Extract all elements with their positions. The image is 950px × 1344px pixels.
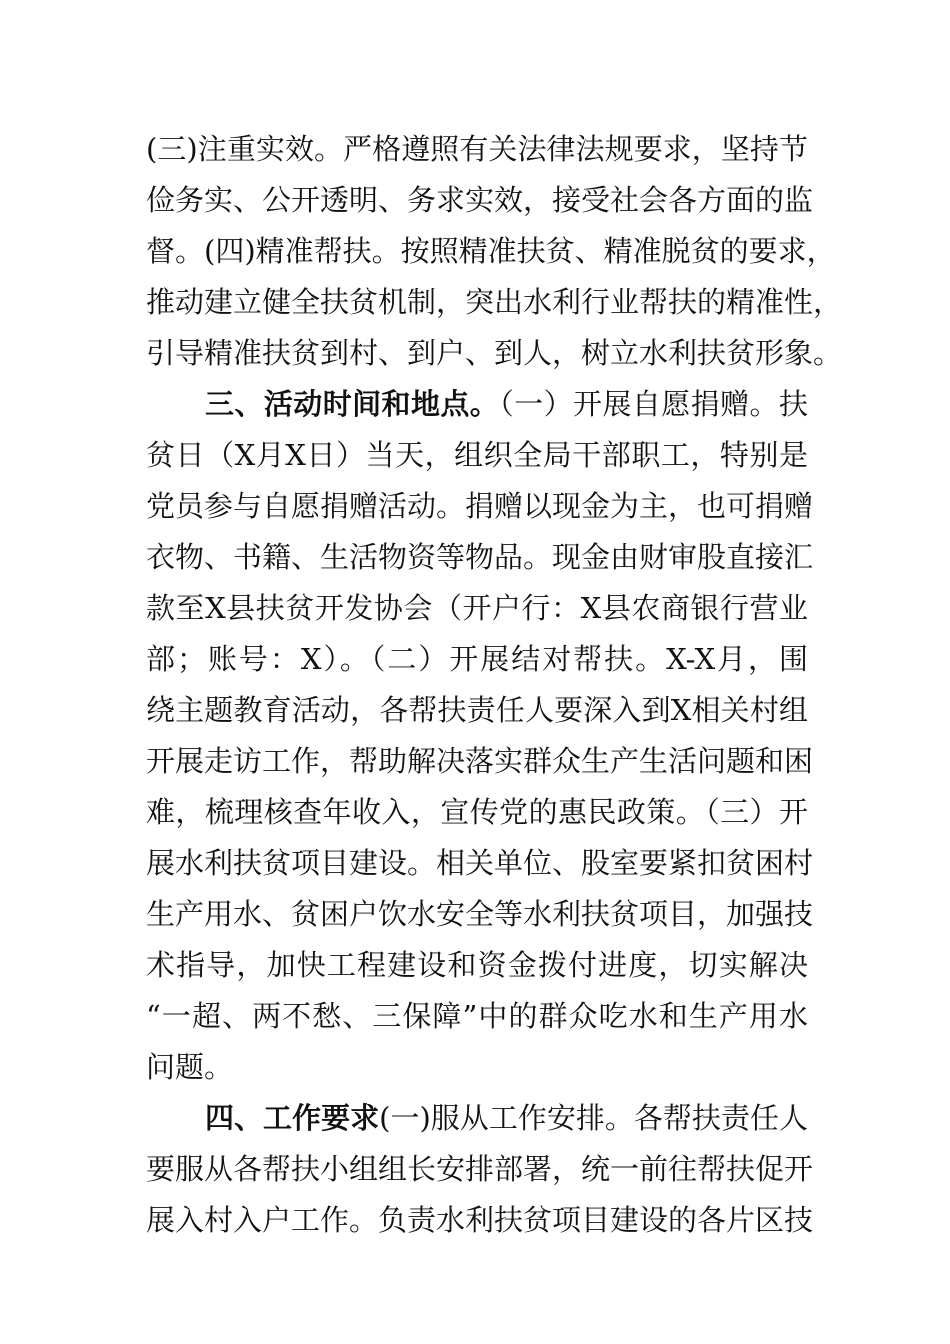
paragraph-line: (三)注重实效。严格遵照有关法律法规要求，坚持节: [146, 132, 808, 166]
paragraph-line: 衣物、书籍、生活物资等物品。现金由财审股直接汇: [146, 540, 814, 574]
paragraph-line: 展水利扶贫项目建设。相关单位、股室要紧扣贫困村: [146, 846, 814, 880]
section-4-first-line: [205, 1100, 808, 1136]
paragraph-line: 展入村入户工作。负责水利扶贫项目建设的各片区技: [146, 1203, 814, 1237]
section-3-first-line-text: （一）开展自愿捐赠。扶: [499, 387, 808, 421]
paragraph-line: 问题。: [146, 1050, 234, 1084]
section-4-first-line-text: (一)服从工作安排。各帮扶责任人: [379, 1101, 808, 1135]
paragraph-line: 部；账号：X）。（二）开展结对帮扶。X-X月，围: [146, 642, 808, 676]
paragraph-line: “一超、两不愁、三保障”中的群众吃水和生产用水: [146, 999, 808, 1033]
section-3-first-line: [205, 386, 808, 422]
paragraph-line: 党员参与自愿捐赠活动。捐赠以现金为主，也可捐赠: [146, 489, 814, 523]
paragraph-line: 贫日（X月X日）当天，组织全局干部职工，特别是: [146, 438, 808, 472]
paragraph-line: 俭务实、公开透明、务求实效，接受社会各方面的监: [146, 183, 814, 217]
paragraph-line: 引导精准扶贫到村、到户、到人，树立水利扶贫形象。: [146, 336, 843, 370]
paragraph-line: 款至X县扶贫开发协会（开户行：X县农商银行营业: [146, 591, 808, 625]
paragraph-line: 开展走访工作，帮助解决落实群众生产生活问题和困: [146, 744, 814, 778]
paragraph-line: 绕主题教育活动，各帮扶责任人要深入到X相关村组: [146, 693, 808, 727]
paragraph-line: 督。(四)精准帮扶。按照精准扶贫、精准脱贫的要求，: [146, 234, 836, 268]
paragraph-line: 难，梳理核查年收入，宣传党的惠民政策。（三）开: [146, 795, 808, 829]
paragraph-line: 术指导，加快工程建设和资金拨付进度，切实解决: [146, 948, 808, 982]
paragraph-line: 推动建立健全扶贫机制，突出水利行业帮扶的精准性，: [146, 285, 843, 319]
section-3-heading: 三、活动时间和地点。: [205, 387, 500, 421]
section-4-heading: 四、工作要求: [205, 1101, 380, 1135]
paragraph-line: 要服从各帮扶小组组长安排部署，统一前往帮扶促开: [146, 1152, 814, 1186]
paragraph-line: 生产用水、贫困户饮水安全等水利扶贫项目，加强技: [146, 897, 814, 931]
